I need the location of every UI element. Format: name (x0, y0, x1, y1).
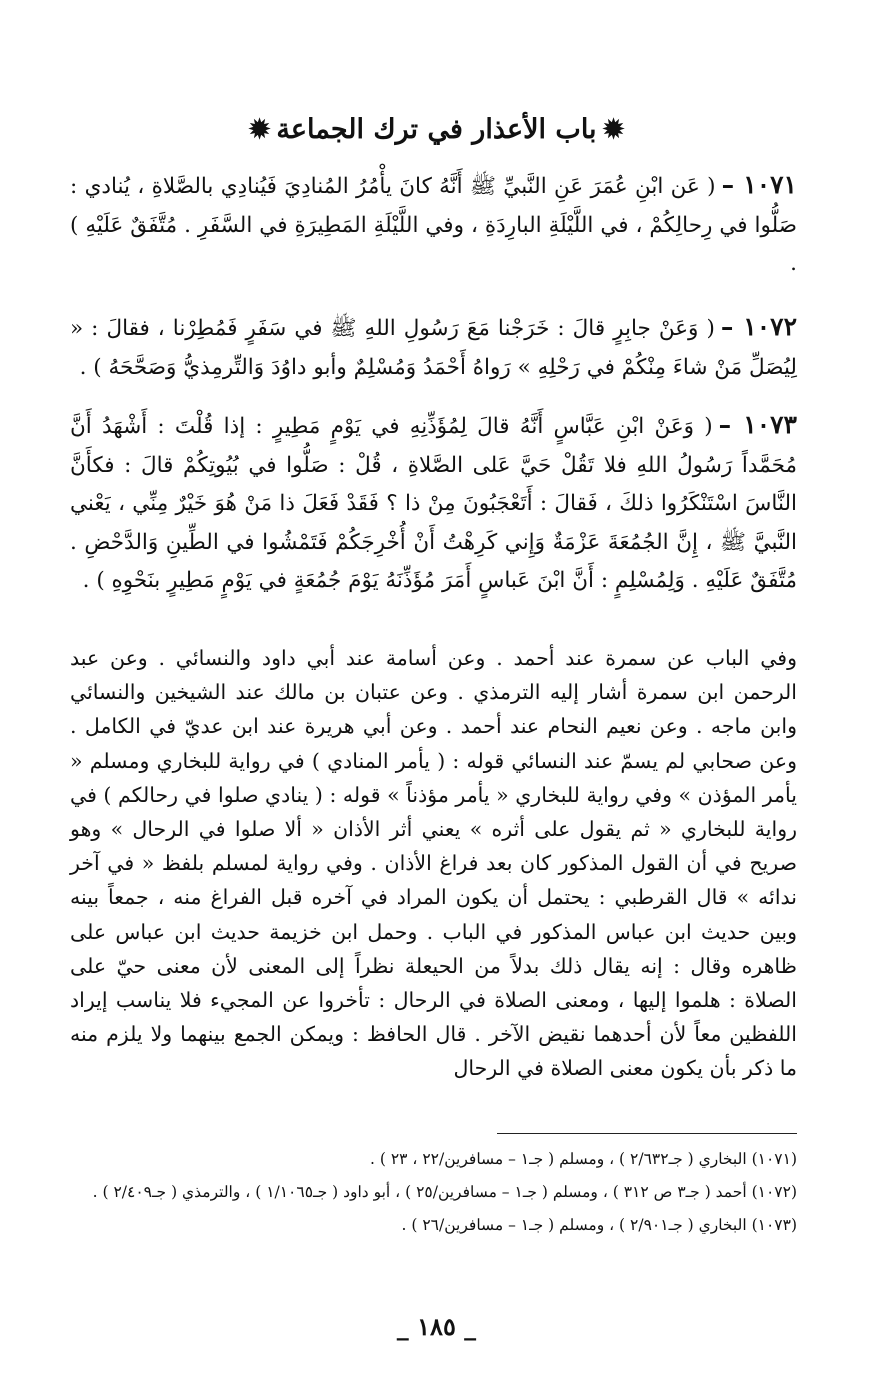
footnotes (70, 1145, 797, 1244)
chapter-title: باب الأعذار في ترك الجماعة (276, 114, 597, 145)
star-ornament-icon: ✹ (602, 115, 625, 145)
hadith-text: ( عَن ابْنِ عُمَرَ عَنِ النَّبيِّ ﷺ أَنَّهُ كانَ يأْمُرُ المُنادِيَ فَيُنادِي بالصَّلاةِ ، يُنادي : صَلُّوا في رِحالِكُمْ ، في اللَّيْلَةِ البارِدَةِ ، وفي اللَّيْلَةِ المَطِيرَةِ في السَّفَرِ . مُتَّفَقٌ عَلَيْهِ ) . (70, 174, 797, 276)
hadith-text: ( وَعَنْ جابِرٍ قالَ : خَرَجْنا مَعَ رَسُولِ اللهِ ﷺ في سَفَرٍ فَمُطِرْنا ، فقالَ : « لِيُصَلِّ مَنْ شاءَ مِنْكُمْ في رَحْلِهِ » رَواهُ أَحْمَدُ وَمُسْلِمٌ وأبو داوُدَ وَالتِّرمِذيُّ وَصَحَّحَهُ ) . (70, 316, 797, 380)
hadith-1073 (70, 406, 797, 601)
commentary-paragraph (70, 641, 797, 1086)
hadith-number: ١٠٧١ – (721, 170, 797, 199)
footnote-1073: (١٠٧٣) البخاري ( جـ٢/٩٠١ ) ، ومسلم ( جـ١ – مسافرين/٢٦ ) . (401, 1216, 797, 1234)
commentary-text: وفي الباب عن سمرة عند أحمد . وعن أسامة عند أبي داود والنسائي . وعن عبد الرحمن ابن سمرة أشار إليه الترمذي . وعن عتبان بن مالك عند الشيخين والنسائي وابن ماجه . وعن نعيم النحام عند أحمد . وعن أبي هريرة عند ابن عديّ في الكامل . وعن صحابي لم يسمّ عند النسائي قوله : ( يأمر المنادي ) في رواية للبخاري ومسلم « يأمر المؤذن » وفي رواية للبخاري « يأمر مؤذناً » قوله : ( ينادي صلوا في رحالكم ) في رواية للبخاري « ثم يقول على أثره » يعني أثر الأذان « ألا صلوا في الرحال » وهو صريح في أن القول المذكور كان بعد فراغ الأذان . وفي رواية لمسلم بلفظ « في آخر ندائه » قال القرطبي : يحتمل أن يكون المراد في آخره قبل الفراغ منه ، جمعاً بينه وبين حديث ابن عباس المذكور في الباب . وحمل ابن خزيمة حديث ابن عباس على ظاهره وقال : إنه يقال ذلك بدلاً من الحيعلة نظراً إلى المعنى لأن معنى حيّ على الصلاة : هلموا إليها ، ومعنى الصلاة في الرحال : تأخروا عن المجيء فلا يناسب إيراد اللفظين معاً لأن أحدهما نقيض الآخر . قال الحافظ : ويمكن الجمع بينهما ولا يلزم منه ما ذكر بأن يكون معنى الصلاة في الرحال (70, 646, 797, 1081)
star-ornament-icon: ✹ (248, 115, 271, 145)
footnote-1071: (١٠٧١) البخاري ( جـ٢/٦٣٢ ) ، ومسلم ( جـ١ – مسافرين/٢٢ ، ٢٣ ) . (370, 1150, 797, 1168)
chapter-heading (60, 112, 813, 148)
page-number: _ ١٨٥ _ (396, 1312, 477, 1341)
footnote-1072: (١٠٧٢) أحمد ( جـ٣ ص ٣١٢ ) ، ومسلم ( جـ١ – مسافرين/٢٥ ) ، أبو داود ( جـ١/١٠٦٥ ) ، والترمذي ( جـ٢/٤٠٩ ) . (92, 1183, 797, 1201)
hadith-number: ١٠٧٣ – (718, 410, 797, 439)
hadith-1071 (70, 166, 797, 284)
hadith-1072 (70, 308, 797, 387)
hadith-number: ١٠٧٢ – (720, 312, 797, 341)
footnote-divider (497, 1133, 797, 1134)
hadith-text: ( وَعَنْ ابْنِ عَبَّاسٍ أَنَّهُ قالَ لِمُؤَذِّنِهِ في يَوْمٍ مَطِيرٍ : إذا قُلْتَ : أَشْهَدُ أَنَّ مُحَمَّداً رَسُولُ اللهِ فلا تَقُلْ حَيَّ عَلى الصَّلاةِ ، قُلْ : صَلُّوا في بُيُوتِكُمْ قالَ : فكأَنَّ النَّاسَ اسْتَنْكَرُوا ذلكَ ، فَقالَ : أَتَعْجَبُونَ مِنْ ذا ؟ فَقَدْ فَعَلَ ذا مَنْ هُوَ خَيْرٌ مِنِّي ، يَعْني النَّبيَّ ﷺ ، إِنَّ الجُمُعَةَ عَزْمَةٌ وَإِني كَرِهْتُ أَنْ أُخْرِجَكُمْ فَتَمْشُوا في الطِّينِ وَالدَّحْضِ . مُتَّفَقٌ عَلَيْهِ . وَلِمُسْلِمٍ : أَنَّ ابْنَ عَباسٍ أَمَرَ مُؤَذِّنَهُ يَوْمَ جُمُعَةٍ في يَوْمٍ مَطِيرٍ بنَحْوِهِ ) . (70, 414, 797, 593)
